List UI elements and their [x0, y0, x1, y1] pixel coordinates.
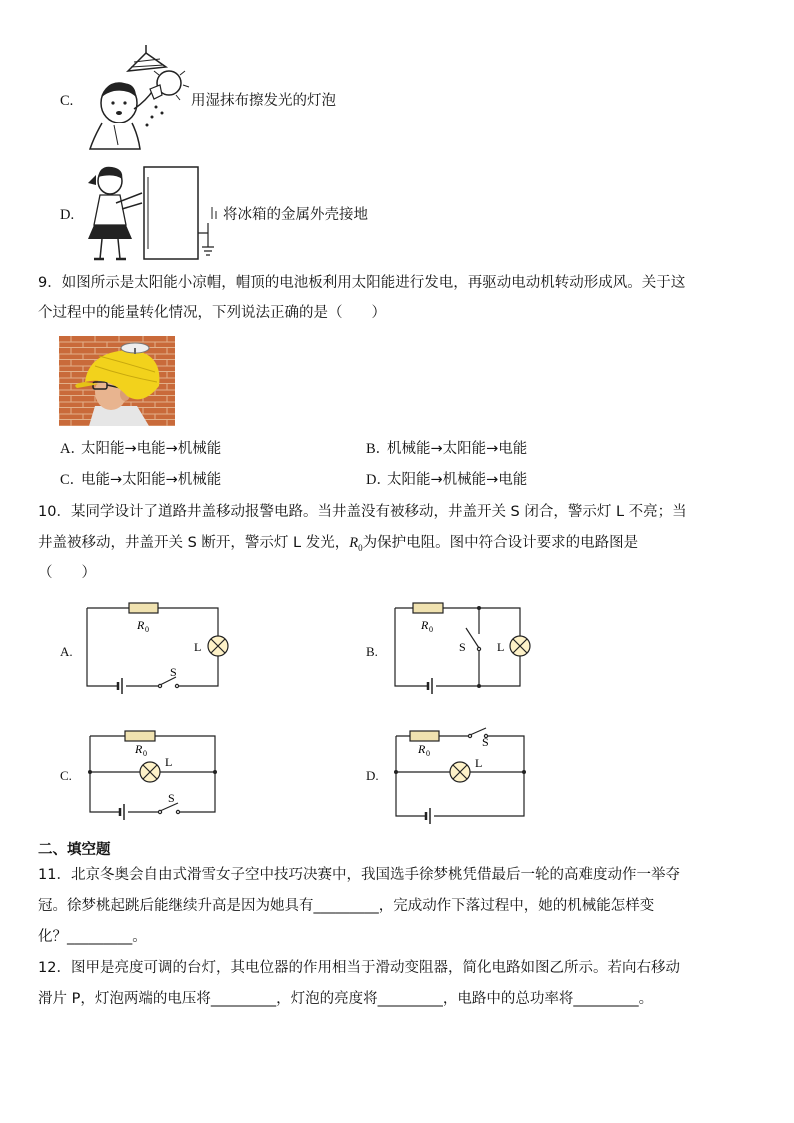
q9-option-b-text: 机械能→太阳能→电能	[387, 441, 528, 457]
circuit-d-switch-label: S	[482, 735, 489, 749]
q10-stem-line2	[38, 533, 638, 558]
boy-wiping-bulb-illustration	[84, 45, 194, 153]
circuit-d-r0-subscript: 0	[426, 749, 430, 758]
circuit-c-label: C.	[60, 768, 72, 783]
circuit-c-switch-label: S	[168, 791, 175, 805]
circuit-a-lamp-label: L	[194, 640, 202, 654]
section-title: 二、填空题	[38, 842, 111, 858]
q9-option-d-text: 太阳能→机械能→电能	[387, 472, 528, 488]
q12-stem-line1: 12．图甲是亮度可调的台灯，其电位器的作用相当于滑动变阻器，简化电路如图乙所示。若向右移动	[38, 960, 680, 976]
q10-stem-line2-part1: 井盖被移动，井盖开关 S 断开，警示灯 L 发光，	[38, 535, 350, 551]
q9-stem-line2: 个过程中的能量转化情况，下列说法正确的是（ ）	[38, 305, 386, 321]
r0-symbol: R	[349, 535, 359, 551]
circuit-b-r0-subscript: 0	[429, 625, 433, 634]
q11-stem-line2: 冠。徐梦桃起跳后能继续升高是因为她具有_________，完成动作下落过程中，她的机械能怎样变	[38, 898, 655, 914]
q8-option-d-text: 将冰箱的金属外壳接地	[223, 207, 368, 223]
circuit-a-r0-subscript: 0	[145, 625, 149, 634]
q9-option-a-text: 太阳能→电能→机械能	[81, 441, 222, 457]
q11-stem-line3: 化？_________。	[38, 929, 147, 945]
circuit-c-lamp-label: L	[165, 755, 173, 769]
circuit-b-label: B.	[366, 644, 378, 659]
circuit-b-diagram	[386, 598, 534, 694]
q9-option-a-label: A．	[60, 441, 85, 457]
q9-option-c-text: 电能→太阳能→机械能	[81, 472, 222, 488]
q9-option-b-label: B．	[366, 441, 391, 457]
circuit-c-r0-subscript: 0	[143, 749, 147, 758]
q10-stem-line3: （ ）	[38, 565, 96, 581]
circuit-b-lamp-label: L	[497, 640, 505, 654]
circuit-d-label: D.	[366, 768, 379, 783]
circuit-a-switch-label: S	[170, 665, 177, 679]
circuit-d-diagram	[386, 724, 534, 828]
circuit-a-label: A.	[60, 644, 73, 659]
q10-stem-line1: 10．某同学设计了道路井盖移动报警电路。当井盖没有被移动，井盖开关 S 闭合，警示灯 L 不亮；当	[38, 504, 687, 520]
q8-option-d-label: D.	[60, 207, 75, 223]
circuit-c-diagram	[80, 724, 230, 824]
q9-option-c-label: C．	[60, 472, 85, 488]
q10-stem-line2-part2: 为保护电阻。图中符合设计要求的电路图是	[362, 535, 639, 551]
girl-fridge-grounding-illustration	[86, 163, 226, 265]
circuit-c-r0-label: R	[135, 742, 143, 756]
circuit-d-lamp-label: L	[475, 756, 483, 770]
circuit-a-diagram	[80, 598, 230, 694]
circuit-a-r0-label: R	[137, 618, 145, 632]
circuit-d-r0-label: R	[418, 742, 426, 756]
circuit-b-switch-label: S	[459, 640, 466, 654]
q9-option-d-label: D．	[366, 472, 391, 488]
q8-option-c-text: 用湿抹布擦发光的灯泡	[191, 93, 336, 109]
solar-cap-photo	[59, 336, 175, 426]
q9-stem-line1: 9．如图所示是太阳能小凉帽，帽顶的电池板利用太阳能进行发电，再驱动电动机转动形成风。关于这	[38, 275, 686, 291]
q12-stem-line2: 滑片 P，灯泡两端的电压将_________，灯泡的亮度将_________，电路中的总功率将_________。	[38, 991, 654, 1007]
q8-option-c-label: C.	[60, 93, 74, 109]
r0-subscript: 0	[358, 542, 363, 553]
q11-stem-line1: 11．北京冬奥会自由式滑雪女子空中技巧决赛中，我国选手徐梦桃凭借最后一轮的高难度动作一举夺	[38, 867, 680, 883]
circuit-b-r0-label: R	[421, 618, 429, 632]
